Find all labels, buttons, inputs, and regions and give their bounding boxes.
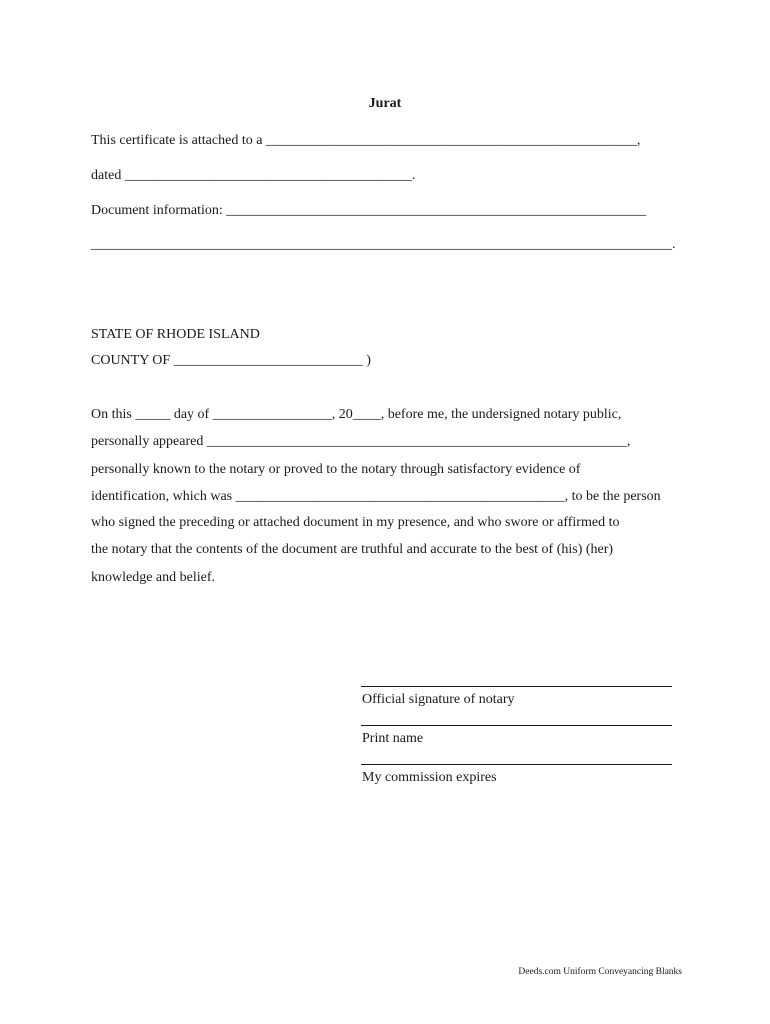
document-information-line: Document information: ____________________________________________________________ bbox=[91, 203, 647, 218]
body-line-1: On this _____ day of _________________, 20____, before me, the undersigned notary public, bbox=[91, 407, 622, 422]
dated-line: dated _________________________________________. bbox=[91, 168, 416, 183]
county-line: COUNTY OF ___________________________ ) bbox=[91, 353, 371, 368]
body-line-7: knowledge and belief. bbox=[91, 570, 216, 585]
body-line-3: personally known to the notary or proved to the notary through satisfactory evidence of bbox=[91, 462, 581, 477]
document-information-continuation: ___________________________________________________________________________________. bbox=[91, 237, 676, 252]
body-line-4: identification, which was _______________________________________________, to be the person bbox=[91, 489, 661, 504]
print-name-label: Print name bbox=[362, 731, 424, 746]
body-line-6: the notary that the contents of the document are truthful and accurate to the best of (his) (her) bbox=[91, 542, 614, 557]
footer-note: Deeds.com Uniform Conveyancing Blanks bbox=[518, 967, 682, 977]
body-line-5: who signed the preceding or attached document in my presence, and who swore or affirmed to bbox=[91, 515, 620, 530]
document-title: Jurat bbox=[368, 96, 402, 111]
body-line-2: personally appeared ____________________________________________________________, bbox=[91, 434, 631, 449]
commission-rule bbox=[361, 764, 672, 765]
commission-expires-label: My commission expires bbox=[362, 770, 497, 785]
official-signature-label: Official signature of notary bbox=[362, 692, 515, 707]
attached-to-line: This certificate is attached to a _____________________________________________________, bbox=[91, 133, 641, 148]
print-name-rule bbox=[361, 725, 672, 726]
signature-rule bbox=[361, 686, 672, 687]
state-heading: STATE OF RHODE ISLAND bbox=[91, 327, 260, 342]
